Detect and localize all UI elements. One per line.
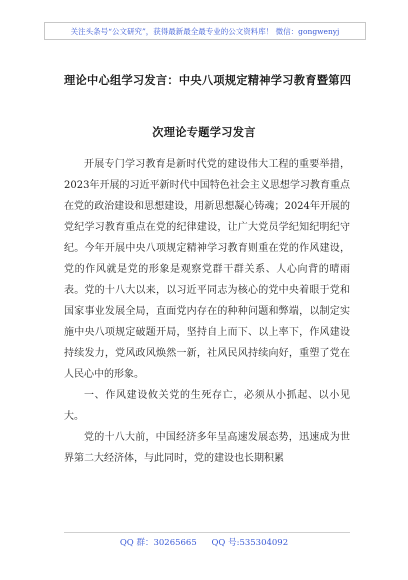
body-paragraph: 开展专门学习教育是新时代党的建设伟大工程的重要举措，2023年开展的习近平新时代中国特色社会主义思想学习教育重点在党的政治建设和思想建设，用新思想凝心铸魂；2024年开展的党纪学习教育重点在党的纪律建设，让广大党员学纪知纪明纪守纪。今年开展中央八项规定精神学习教育则重在党的作风建设，党的作风就是党的形象是观察党群干群关系、人心向背的晴雨表。党的十八大以来，以习近平同志为核心的党中央着眼于党和国家事业发展全局，直面党内存在的种种问题和弊端，以制定实施中央八项规定破题开局，坚持自上而下、以上率下，作风建设持续发力，党风政风焕然一新，社风民风持续向好，重塑了党在人民心中的形象。 xyxy=(64,159,350,380)
footer-contact xyxy=(0,536,408,548)
section-heading: 一、作风建设攸关党的生死存亡，必须从小抓起、以小见大。 xyxy=(64,390,350,422)
promo-banner-text: 关注头条号“公文研究”，获得最新最全最专业的公文资料库！ 微信：gongwenyj xyxy=(70,26,340,36)
body-paragraph: 党的十八大前，中国经济多年呈高速发展态势，迅速成为世界第二大经济体，与此同时，党的建设也长期积累 xyxy=(64,432,350,464)
footer-qq-group: QQ 群：30265665 xyxy=(119,538,197,548)
footer-qq-number: QQ 号:535304092 xyxy=(211,538,289,548)
document-title-line-1: 理论中心组学习发言：中央八项规定精神学习教育暨第四 xyxy=(64,73,352,87)
document-body xyxy=(64,154,350,469)
footer-divider xyxy=(64,532,350,533)
document-title-line-2: 次理论专题学习发言 xyxy=(152,125,256,139)
promo-banner xyxy=(44,22,366,40)
